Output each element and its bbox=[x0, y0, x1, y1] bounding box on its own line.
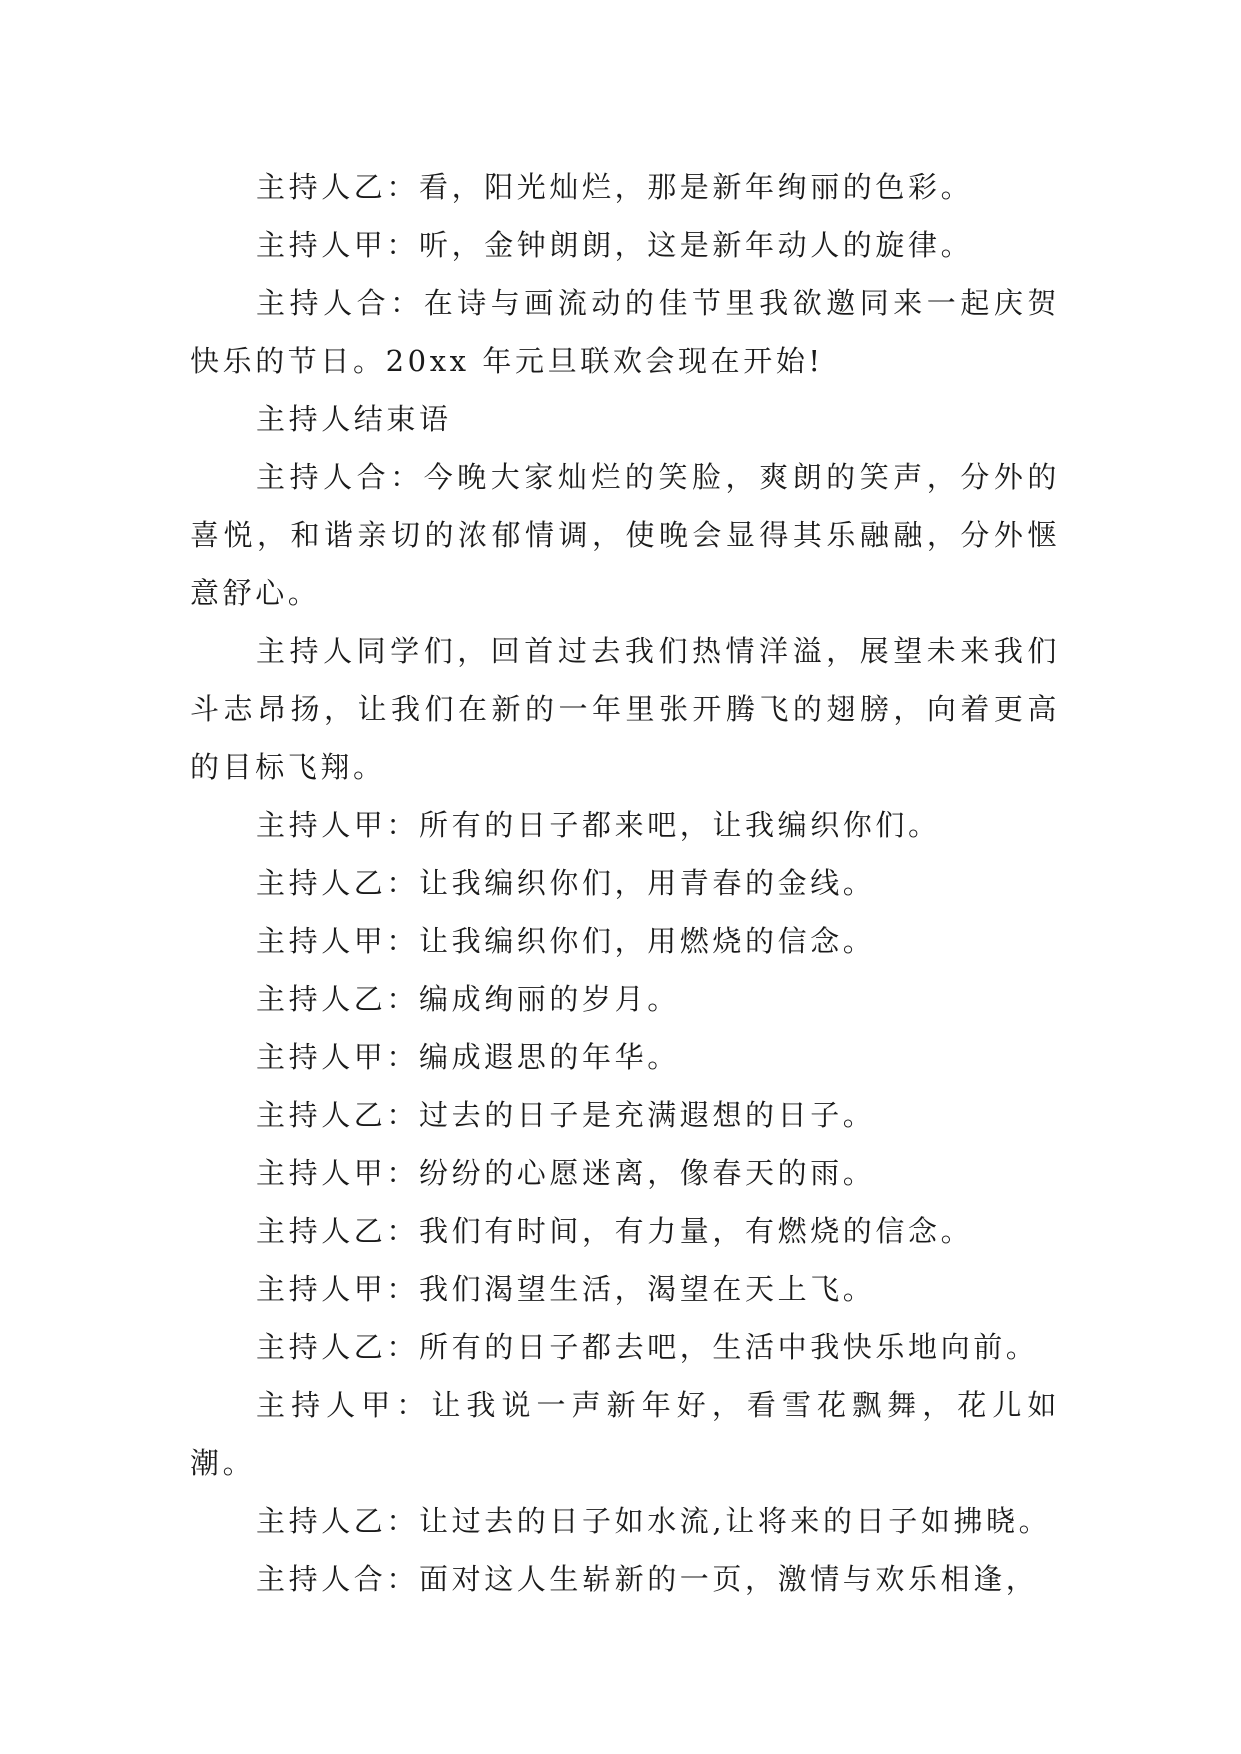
paragraph: 主持人合：面对这人生崭新的一页，激情与欢乐相逢， bbox=[256, 1562, 1039, 1596]
paragraph: 主持人甲：所有的日子都来吧，让我编织你们。 bbox=[256, 808, 941, 842]
paragraph: 主持人合：今晚大家灿烂的笑脸，爽朗的笑声，分外的喜悦，和谐亲切的浓郁情调，使晚会显得其乐融融，分外惬意舒心。 bbox=[190, 460, 1060, 610]
paragraph: 主持人乙：让我编织你们，用青春的金线。 bbox=[256, 866, 876, 900]
paragraph: 主持人乙：让过去的日子如水流,让将来的日子如拂晓。 bbox=[256, 1504, 1052, 1538]
paragraph: 主持人甲：编成遐思的年华。 bbox=[256, 1040, 680, 1074]
paragraph: 主持人甲：让我说一声新年好，看雪花飘舞，花儿如潮。 bbox=[190, 1388, 1060, 1480]
paragraph: 主持人合：在诗与画流动的佳节里我欲邀同来一起庆贺快乐的节日。20xx 年元旦联欢会现在开始! bbox=[190, 286, 1060, 378]
paragraph: 主持人同学们，回首过去我们热情洋溢，展望未来我们斗志昂扬，让我们在新的一年里张开腾飞的翅膀，向着更高的目标飞翔。 bbox=[190, 634, 1060, 784]
paragraph: 主持人甲：让我编织你们，用燃烧的信念。 bbox=[256, 924, 876, 958]
paragraph: 主持人甲：我们渴望生活，渴望在天上飞。 bbox=[256, 1272, 876, 1306]
paragraph: 主持人甲：听，金钟朗朗，这是新年动人的旋律。 bbox=[256, 228, 974, 262]
paragraph: 主持人甲：纷纷的心愿迷离，像春天的雨。 bbox=[256, 1156, 876, 1190]
document-body bbox=[190, 158, 1060, 1608]
paragraph: 主持人乙：看，阳光灿烂，那是新年绚丽的色彩。 bbox=[256, 170, 974, 204]
paragraph: 主持人乙：所有的日子都去吧，生活中我快乐地向前。 bbox=[256, 1330, 1039, 1364]
paragraph: 主持人乙：编成绚丽的岁月。 bbox=[256, 982, 680, 1016]
paragraph: 主持人乙：我们有时间，有力量，有燃烧的信念。 bbox=[256, 1214, 974, 1248]
paragraph: 主持人乙：过去的日子是充满遐想的日子。 bbox=[256, 1098, 876, 1132]
section-heading: 主持人结束语 bbox=[256, 402, 452, 436]
